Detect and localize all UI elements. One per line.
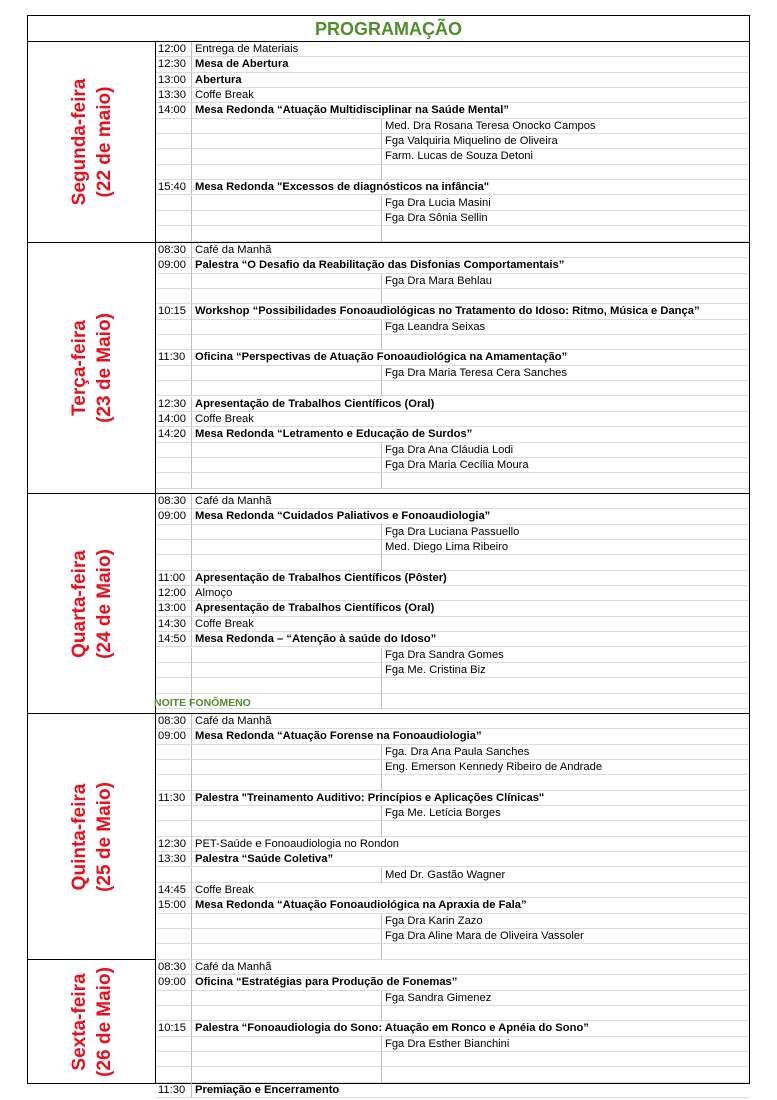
event-title: PET-Saúde e Fonoaudiologia no Rondon <box>195 837 400 850</box>
event-title: Apresentação de Trabalhos Científicos (Oral) <box>195 602 435 615</box>
event-title: Coffe Break <box>195 883 254 896</box>
day-label <box>28 714 156 959</box>
schedule-row <box>156 1052 749 1067</box>
schedule-row <box>156 350 749 365</box>
schedule-row <box>156 304 749 319</box>
row-time: 12:00 <box>156 42 192 57</box>
row-time <box>156 1006 192 1021</box>
event-title: Almoço <box>195 587 233 600</box>
day-date: (23 de Maio) <box>93 313 115 423</box>
schedule-row <box>156 397 749 412</box>
row-time <box>156 678 192 693</box>
schedule-row <box>156 458 749 473</box>
schedule-row <box>156 632 749 647</box>
schedule-row <box>156 617 749 632</box>
evening-note: NOITE FONÔMENO <box>154 696 251 709</box>
event-title: Mesa Redonda “Atuação Forense na Fonoaudiologia” <box>195 730 482 743</box>
event-title: Mesa Redonda “Atuação Fonoaudiológica na Apraxia de Fala” <box>195 899 527 912</box>
speaker-name: Fga Dra Sônia Sellin <box>385 211 488 224</box>
row-time: 08:30 <box>156 243 192 258</box>
day-label <box>28 243 156 493</box>
row-time <box>156 134 192 149</box>
speaker-name: Fga Dra Esther Bianchini <box>385 1037 510 1050</box>
row-time <box>156 289 192 304</box>
event-title: Coffe Break <box>195 617 254 630</box>
schedule-row <box>156 412 749 427</box>
schedule-row <box>156 944 749 959</box>
schedule-row <box>156 381 749 396</box>
event-title: Workshop “Possibilidades Fonoaudiológicas no Tratamento do Idoso: Ritmo, Música e Dança” <box>195 305 700 318</box>
event-title: Apresentação de Trabalhos Científicos (Pôster) <box>195 571 447 584</box>
schedule-title: PROGRAMAÇÃO <box>28 16 749 42</box>
speaker-name: Fga Dra Karin Zazo <box>385 914 483 927</box>
event-title: Café da Manhã <box>195 244 272 256</box>
schedule-row <box>156 663 749 678</box>
row-time <box>156 821 192 836</box>
event-title: Mesa Redonda “Atuação Multidisciplinar na Saúde Mental” <box>195 104 509 117</box>
schedule-row <box>156 714 749 729</box>
schedule-row <box>156 320 749 335</box>
schedule-row <box>156 258 749 273</box>
row-time: 14:30 <box>156 617 192 632</box>
schedule-row <box>156 601 749 616</box>
row-time <box>156 555 192 570</box>
speaker-name: Fga Dra Mara Behlau <box>385 274 492 287</box>
schedule-row <box>156 914 749 929</box>
day-label <box>28 960 156 1084</box>
schedule-row <box>156 821 749 836</box>
row-time <box>156 211 192 226</box>
row-time <box>156 806 192 821</box>
schedule-row <box>156 165 749 180</box>
schedule-row <box>156 57 749 72</box>
speaker-name: Farm. Lucas de Souza Detoni <box>385 150 533 163</box>
row-time <box>156 929 192 944</box>
row-time <box>156 381 192 396</box>
day-date: (26 de Maio) <box>93 967 115 1077</box>
day-date: (22 de maio) <box>93 86 115 198</box>
speaker-name: Fga Dra Lucia Masini <box>385 196 491 209</box>
row-time <box>156 540 192 555</box>
schedule-row <box>156 443 749 458</box>
row-time <box>156 1037 192 1052</box>
schedule-sheet <box>27 15 750 1096</box>
row-time <box>156 443 192 458</box>
row-time: 11:30 <box>156 1083 192 1098</box>
row-time <box>156 335 192 350</box>
row-time <box>156 991 192 1006</box>
row-time <box>156 775 192 790</box>
schedule-row <box>156 149 749 164</box>
schedule-row <box>156 226 749 241</box>
schedule-row <box>156 1021 749 1036</box>
row-time: 15:40 <box>156 180 192 195</box>
event-title: Mesa Redonda “Letramento e Educação de Surdos” <box>195 428 473 441</box>
row-time: 11:30 <box>156 350 192 365</box>
row-time <box>156 760 192 775</box>
schedule-row <box>156 791 749 806</box>
row-time <box>156 320 192 335</box>
row-time: 14:50 <box>156 632 192 647</box>
schedule-row <box>156 119 749 134</box>
row-time <box>156 458 192 473</box>
row-time <box>156 944 192 959</box>
day-weekday: Terça-feira <box>68 320 90 416</box>
row-time <box>156 226 192 241</box>
event-title: Oficina “Perspectivas de Atuação Fonoaudiológica na Amamentação” <box>195 351 568 364</box>
event-title: Palestra "Treinamento Auditivo: Princípios e Aplicações Clínicas" <box>195 791 545 804</box>
event-title: Mesa Redonda "Excessos de diagnósticos na infância" <box>195 181 490 194</box>
row-time <box>156 473 192 488</box>
schedule-row <box>156 274 749 289</box>
schedule-row <box>156 898 749 913</box>
day-weekday: Segunda-feira <box>68 78 90 206</box>
event-title: Premiação e Encerramento <box>195 1083 340 1096</box>
schedule-row <box>156 648 749 663</box>
schedule-row <box>156 837 749 852</box>
row-time <box>156 274 192 289</box>
row-time <box>156 165 192 180</box>
row-time: 09:00 <box>156 975 192 990</box>
event-title: Palestra “Saúde Coletiva” <box>195 853 334 866</box>
schedule-row <box>156 975 749 990</box>
event-title: Mesa Redonda – “Atenção à saúde do Idoso” <box>195 633 437 646</box>
schedule-row <box>156 775 749 790</box>
event-title: Coffe Break <box>195 412 254 425</box>
schedule-row <box>156 1037 749 1052</box>
row-time <box>156 1067 192 1082</box>
schedule-row <box>156 806 749 821</box>
day-weekday: Quarta-feira <box>68 549 90 658</box>
day-block <box>28 42 749 243</box>
row-time: 12:30 <box>156 397 192 412</box>
row-time <box>156 119 192 134</box>
event-title: Café da Manhã <box>195 495 272 507</box>
speaker-name: Fga Leandra Seixas <box>385 320 486 333</box>
schedule-row <box>156 555 749 570</box>
schedule-row <box>156 852 749 867</box>
speaker-name: Fga Dra Sandra Gomes <box>385 648 504 661</box>
schedule-row <box>156 883 749 898</box>
schedule-row <box>156 694 749 709</box>
schedule-row <box>156 868 749 883</box>
event-title: Coffe Break <box>195 89 254 102</box>
row-time <box>156 868 192 883</box>
day-block <box>28 960 749 1096</box>
schedule-row <box>156 134 749 149</box>
row-time: 12:30 <box>156 57 192 72</box>
event-title: Palestra “Fonoaudiologia do Sono: Atuação em Ronco e Apnéia do Sono” <box>195 1022 589 1035</box>
event-title: Café da Manhã <box>195 715 272 727</box>
day-weekday: Quinta-feira <box>68 783 90 890</box>
row-time: 10:15 <box>156 1021 192 1036</box>
row-time: 13:30 <box>156 852 192 867</box>
schedule-row <box>156 103 749 118</box>
day-label <box>28 42 156 242</box>
schedule-row <box>156 335 749 350</box>
day-block <box>28 714 749 960</box>
speaker-name: Fga Me. Letícia Borges <box>385 807 501 820</box>
day-weekday: Sexta-feira <box>68 973 90 1071</box>
event-title: Apresentação de Trabalhos Científicos (Oral) <box>195 397 435 410</box>
day-label <box>28 494 156 713</box>
schedule-row <box>156 991 749 1006</box>
row-time <box>156 745 192 760</box>
schedule-row <box>156 571 749 586</box>
row-time: 14:20 <box>156 427 192 442</box>
schedule-row <box>156 427 749 442</box>
schedule-row <box>156 586 749 601</box>
event-title: Entrega de Materiais <box>195 43 299 55</box>
event-title: Café da Manhã <box>195 961 272 973</box>
schedule-row <box>156 678 749 693</box>
speaker-name: Fga Dra Ana Cláudia Lodi <box>385 443 514 456</box>
speaker-name: Fga Dra Maria Cecília Moura <box>385 458 529 471</box>
day-block <box>28 243 749 494</box>
row-time <box>156 196 192 211</box>
speaker-name: Fga. Dra Ana Paula Sanches <box>385 745 530 758</box>
event-title: Oficina “Estratégias para Produção de Fonemas” <box>195 976 458 989</box>
speaker-name: Fga Sandra Gimenez <box>385 991 492 1004</box>
speaker-name: Fga Me. Cristina Biz <box>385 663 486 676</box>
schedule-row <box>156 473 749 488</box>
row-time: 15:00 <box>156 898 192 913</box>
row-time: 12:30 <box>156 837 192 852</box>
schedule-row <box>156 88 749 103</box>
row-time: 13:00 <box>156 601 192 616</box>
row-time: 12:00 <box>156 586 192 601</box>
schedule-row <box>156 243 749 258</box>
schedule-row <box>156 960 749 975</box>
schedule-row <box>156 289 749 304</box>
speaker-name: Fga Dra Luciana Passuello <box>385 525 520 538</box>
row-time: 10:15 <box>156 304 192 319</box>
schedule-row <box>156 73 749 88</box>
row-time <box>156 366 192 381</box>
row-time: 09:00 <box>156 509 192 524</box>
speaker-name: Fga Dra Maria Teresa Cera Sanches <box>385 366 567 379</box>
schedule-row <box>156 729 749 744</box>
schedule-row <box>156 1083 749 1098</box>
row-time: 09:00 <box>156 258 192 273</box>
day-date: (25 de Maio) <box>93 781 115 892</box>
schedule-row <box>156 494 749 509</box>
speaker-name: Med. Diego Lima Ribeiro <box>385 541 509 554</box>
row-time <box>156 914 192 929</box>
schedule-row <box>156 366 749 381</box>
schedule-row <box>156 760 749 775</box>
schedule-row <box>156 211 749 226</box>
row-time <box>156 648 192 663</box>
day-date: (24 de Maio) <box>93 548 115 659</box>
row-time <box>156 1052 192 1067</box>
event-title: Mesa Redonda “Cuidados Paliativos e Fonoaudiologia” <box>195 510 491 523</box>
speaker-name: Fga Dra Aline Mara de Oliveira Vassoler <box>385 929 584 942</box>
row-time <box>156 525 192 540</box>
schedule-row <box>156 42 749 57</box>
speaker-name: Med Dr. Gastão Wagner <box>385 868 506 881</box>
speaker-name: Fga Valquiria Miquelino de Oliveira <box>385 135 558 148</box>
event-title: Palestra “O Desafio da Reabilitação das Disfonias Comportamentais” <box>195 259 565 272</box>
row-time: 09:00 <box>156 729 192 744</box>
row-time: 08:30 <box>156 714 192 729</box>
row-time: 11:00 <box>156 571 192 586</box>
schedule-row <box>156 196 749 211</box>
row-time: 13:30 <box>156 88 192 103</box>
schedule-row <box>156 509 749 524</box>
row-time <box>156 663 192 678</box>
speaker-name: Med. Dra Rosana Teresa Onocko Campos <box>385 119 596 132</box>
row-time <box>156 149 192 164</box>
event-title: Mesa de Abertura <box>195 58 289 71</box>
schedule-row <box>156 1067 749 1082</box>
row-time: 14:45 <box>156 883 192 898</box>
row-time: 14:00 <box>156 103 192 118</box>
schedule-row <box>156 1006 749 1021</box>
row-time: 11:30 <box>156 791 192 806</box>
row-time: 14:00 <box>156 412 192 427</box>
day-block <box>28 494 749 714</box>
row-time: 08:30 <box>156 494 192 509</box>
schedule-row <box>156 929 749 944</box>
event-title: Abertura <box>195 73 242 86</box>
schedule-row <box>156 525 749 540</box>
schedule-row <box>156 540 749 555</box>
schedule-row <box>156 180 749 195</box>
speaker-name: Eng. Emerson Kennedy Ribeiro de Andrade <box>385 761 603 774</box>
row-time: 08:30 <box>156 960 192 975</box>
row-time: 13:00 <box>156 73 192 88</box>
schedule-row <box>156 745 749 760</box>
